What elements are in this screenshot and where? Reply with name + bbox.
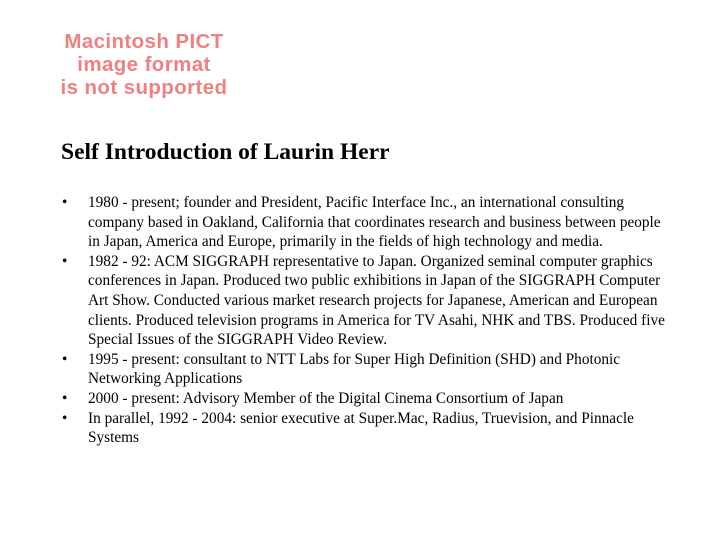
bullet-text: 1980 - present; founder and President, Pacific Interface Inc., an international consulting company based in Oakland, California that coordinates research and business between people in Japan, America and Europe, primarily in the fields of high technology and media. xyxy=(88,194,661,251)
list-item xyxy=(62,409,672,448)
placeholder-line: is not supported xyxy=(60,76,228,99)
list-item xyxy=(62,252,672,350)
list-item xyxy=(62,193,672,252)
bullet-icon: • xyxy=(62,194,68,211)
bullet-text: 2000 - present: Advisory Member of the Digital Cinema Consortium of Japan xyxy=(88,389,564,407)
list-item xyxy=(62,350,672,389)
bullet-icon: • xyxy=(62,409,68,427)
placeholder-line: image format xyxy=(77,53,211,76)
bullet-icon: • xyxy=(62,252,68,270)
bullet-icon: • xyxy=(62,389,68,407)
slide-title: Self Introduction of Laurin Herr xyxy=(61,139,390,165)
bullet-icon: • xyxy=(62,350,68,368)
list-item xyxy=(62,389,672,409)
bullet-text: 1995 - present: consultant to NTT Labs for Super High Definition (SHD) and Photonic Networking Applications xyxy=(88,350,621,388)
bullet-text: 1982 - 92: ACM SIGGRAPH representative to Japan. Organized seminal computer graphics conferences in Japan. Produced two public exhibitions in Japan of the SIGGRAPH Computer Art Show. Conducted various market research projects for Japanese, American and European clients. Produced television programs in America for TV Asahi, NHK and TBS. Produced five Special Issues of the SIGGRAPH Video Review. xyxy=(88,252,665,349)
unsupported-image-placeholder xyxy=(8,30,280,99)
bullet-text: In parallel, 1992 - 2004: senior executive at Super.Mac, Radius, Truevision, and Pinnacle Systems xyxy=(88,409,634,447)
placeholder-line: Macintosh PICT xyxy=(64,30,224,53)
bullet-list xyxy=(62,193,672,448)
